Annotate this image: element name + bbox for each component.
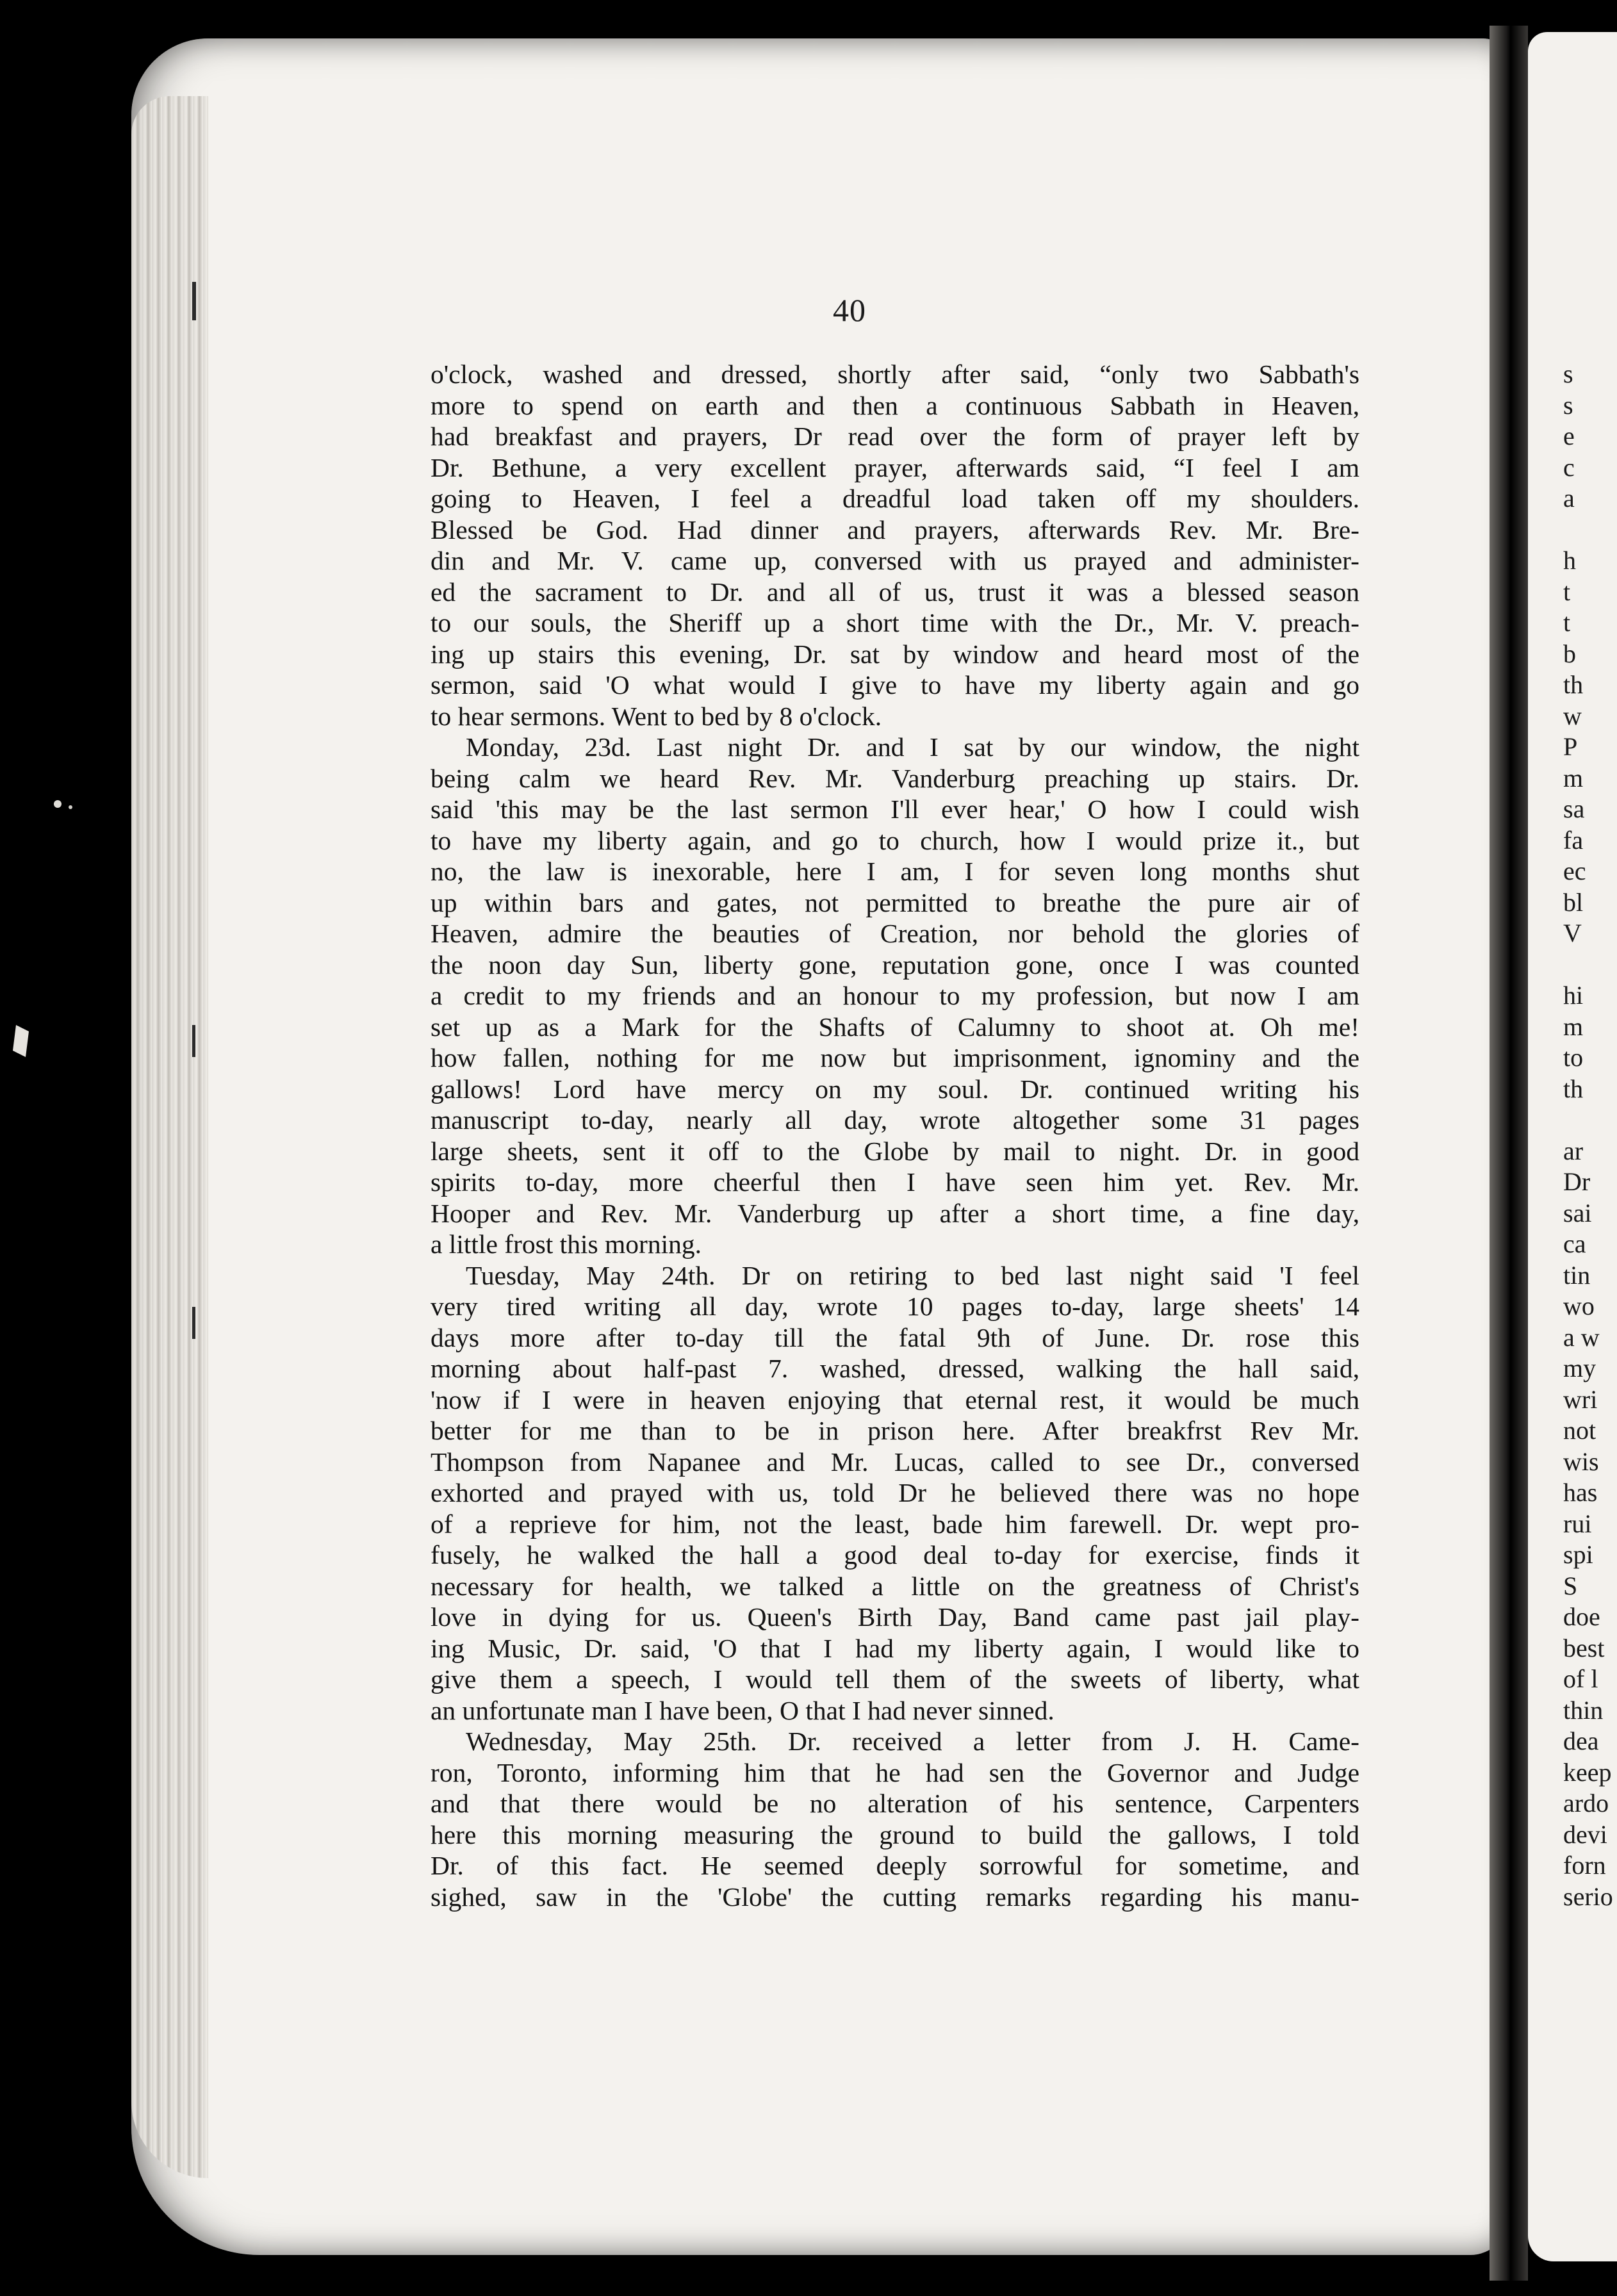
facing-text-fragment: keep [1563, 1757, 1612, 1787]
facing-text-fragment: fa [1563, 825, 1584, 855]
facing-text-fragment: ec [1563, 857, 1586, 885]
facing-text-fragment: th [1563, 670, 1584, 699]
facing-text-fragment: sa [1563, 794, 1585, 823]
facing-text-fragment: sai [1563, 1198, 1592, 1227]
page-stack-edge [131, 96, 208, 2178]
text-line: fusely, he walked the hall a good deal to-day for exercise, finds it [431, 1540, 1359, 1570]
text-line: a little frost this morning. [431, 1229, 702, 1259]
text-line: ing up stairs this evening, Dr. sat by window and heard most of the [431, 639, 1359, 669]
text-line: had breakfast and prayers, Dr read over the form of prayer left by [431, 422, 1359, 451]
facing-text-fragment: a [1563, 484, 1575, 512]
text-line: Thompson from Napanee and Mr. Lucas, called to see Dr., conversed [431, 1447, 1359, 1477]
facing-page-text [1563, 359, 1617, 1912]
facing-text-fragment: m [1563, 1012, 1584, 1041]
text-line: spirits to-day, more cheerful then I have seen him yet. Rev. Mr. [431, 1167, 1359, 1197]
facing-text-fragment: not [1563, 1416, 1596, 1445]
facing-text-fragment: has [1563, 1478, 1598, 1507]
text-line: to our souls, the Sheriff up a short time with the Dr., Mr. V. preach- [431, 608, 1359, 637]
facing-text-fragment: e [1563, 422, 1575, 450]
text-line: set up as a Mark for the Shafts of Calumny to shoot at. Oh me! [431, 1012, 1359, 1042]
facing-text-fragment: wis [1563, 1447, 1599, 1476]
text-line: Hooper and Rev. Mr. Vanderburg up after a short time, a fine day, [431, 1198, 1359, 1228]
facing-text-fragment: V [1563, 919, 1582, 947]
text-line: Dr. Bethune, a very excellent prayer, afterwards said, “I feel I am [431, 452, 1359, 482]
facing-text-fragment: thin [1563, 1695, 1604, 1725]
facing-text-fragment: rui [1563, 1509, 1592, 1538]
text-line: how fallen, nothing for me now but imprisonment, ignominy and the [431, 1043, 1359, 1072]
text-line: ing Music, Dr. said, 'O that I had my liberty again, I would like to [431, 1633, 1359, 1663]
facing-text-fragment: best [1563, 1633, 1605, 1662]
facing-text-fragment: c [1563, 452, 1575, 482]
text-line: large sheets, sent it off to the Globe by mail to night. Dr. in good [431, 1136, 1359, 1166]
page-number: 40 [833, 292, 866, 328]
text-line: sighed, saw in the 'Globe' the cutting remarks regarding his manu- [431, 1882, 1359, 1912]
facing-text-fragment: ardo [1563, 1789, 1609, 1817]
text-line: necessary for health, we talked a little on the greatness of Christ's [431, 1571, 1359, 1601]
body-text [431, 359, 1359, 1912]
text-line: exhorted and prayed with us, told Dr he believed there was no hope [431, 1478, 1359, 1507]
text-line: gallows! Lord have mercy on my soul. Dr. continued writing his [431, 1074, 1359, 1104]
text-line: Wednesday, May 25th. Dr. received a letter from J. H. Came- [466, 1726, 1359, 1756]
text-line: a credit to my friends and an honour to my profession, but now I am [431, 981, 1359, 1010]
facing-text-fragment: a w [1563, 1322, 1600, 1352]
facing-text-fragment: m [1563, 763, 1584, 792]
facing-text-fragment: of l [1563, 1664, 1598, 1693]
text-line: and that there would be no alteration of his sentence, Carpenters [431, 1789, 1359, 1818]
text-line: to hear sermons. Went to bed by 8 o'clock. [431, 701, 882, 731]
facing-text-fragment: bl [1563, 887, 1584, 917]
text-line: morning about half-past 7. washed, dressed, walking the hall said, [431, 1354, 1359, 1383]
facing-text-fragment [1563, 514, 1617, 546]
text-line: love in dying for us. Queen's Birth Day, Band came past jail play- [431, 1602, 1359, 1632]
text-line: said 'this may be the last sermon I'll ever hear,' O how I could wish [431, 794, 1359, 824]
facing-text-fragment: dea [1563, 1726, 1599, 1755]
text-line: to have my liberty again, and go to church, how I would prize it., but [431, 825, 1359, 855]
facing-text-fragment: w [1563, 701, 1582, 730]
text-line: going to Heaven, I feel a dreadful load taken off my shoulders. [431, 484, 1359, 513]
facing-text-fragment: to [1563, 1043, 1584, 1072]
facing-text-fragment: S [1563, 1571, 1578, 1600]
facing-text-fragment: ar [1563, 1136, 1584, 1165]
facing-text-fragment: s [1563, 390, 1573, 420]
text-line: manuscript to-day, nearly all day, wrote altogether some 31 pages [431, 1105, 1359, 1135]
facing-text-fragment: tin [1563, 1260, 1591, 1290]
text-line: 'now if I were in heaven enjoying that eternal rest, it would be much [431, 1384, 1359, 1414]
text-line: sermon, said 'O what would I give to have my liberty again and go [431, 670, 1359, 700]
facing-text-fragment: doe [1563, 1602, 1600, 1631]
facing-text-fragment: th [1563, 1074, 1584, 1103]
facing-text-fragment: wo [1563, 1292, 1595, 1320]
facing-text-fragment: forn [1563, 1851, 1606, 1880]
text-line: of a reprieve for him, not the least, bade him farewell. Dr. wept pro- [431, 1509, 1359, 1539]
text-line: the noon day Sun, liberty gone, reputation gone, once I was counted [431, 949, 1359, 980]
text-line: being calm we heard Rev. Mr. Vanderburg preaching up stairs. Dr. [431, 763, 1359, 793]
facing-text-fragment: s [1563, 359, 1573, 388]
text-line: here this morning measuring the ground to build the gallows, I told [431, 1819, 1359, 1849]
facing-text-fragment: t [1563, 577, 1571, 606]
text-line: Monday, 23d. Last night Dr. and I sat by our window, the night [466, 732, 1359, 762]
facing-text-fragment: hi [1563, 981, 1584, 1010]
text-line: give them a speech, I would tell them of the sweets of liberty, what [431, 1664, 1359, 1694]
book-gutter [1490, 26, 1528, 2281]
facing-text-fragment: serio [1563, 1882, 1613, 1911]
text-line: an unfortunate man I have been, O that I had never sinned. [431, 1695, 1055, 1725]
text-line: Tuesday, May 24th. Dr on retiring to bed last night said 'I feel [466, 1260, 1359, 1290]
text-line: up within bars and gates, not permitted to breathe the pure air of [431, 887, 1359, 917]
text-line: o'clock, washed and dressed, shortly after said, “only two Sabbath's [431, 359, 1359, 389]
text-line: very tired writing all day, wrote 10 pages to-day, large sheets' 14 [431, 1292, 1359, 1321]
facing-text-fragment [1563, 1104, 1617, 1136]
facing-text-fragment: wri [1563, 1384, 1598, 1414]
text-line: better for me than to be in prison here. After breakfrst Rev Mr. [431, 1416, 1359, 1445]
facing-text-fragment [1563, 949, 1617, 981]
text-line: din and Mr. V. came up, conversed with us prayed and administer- [431, 546, 1359, 575]
text-line: Blessed be God. Had dinner and prayers, afterwards Rev. Mr. Bre- [431, 514, 1359, 545]
text-line: ron, Toronto, informing him that he had sen the Governor and Judge [431, 1757, 1359, 1787]
text-line: days more after to-day till the fatal 9th of June. Dr. rose this [431, 1322, 1359, 1352]
facing-text-fragment: b [1563, 639, 1576, 668]
text-line: no, the law is inexorable, here I am, I for seven long months shut [431, 857, 1359, 886]
facing-text-fragment: Dr [1563, 1167, 1591, 1196]
text-line: ed the sacrament to Dr. and all of us, trust it was a blessed season [431, 577, 1359, 607]
facing-text-fragment: P [1563, 732, 1578, 761]
text-line: Dr. of this fact. He seemed deeply sorrowful for sometime, and [431, 1851, 1359, 1880]
facing-text-fragment: t [1563, 608, 1571, 637]
facing-text-fragment: ca [1563, 1229, 1586, 1258]
facing-text-fragment: spi [1563, 1540, 1593, 1569]
text-line: Heaven, admire the beauties of Creation, nor behold the glories of [431, 919, 1359, 948]
facing-text-fragment: h [1563, 546, 1576, 575]
facing-text-fragment: my [1563, 1354, 1596, 1382]
facing-text-fragment: devi [1563, 1819, 1607, 1849]
text-line: more to spend on earth and then a continuous Sabbath in Heaven, [431, 390, 1359, 420]
